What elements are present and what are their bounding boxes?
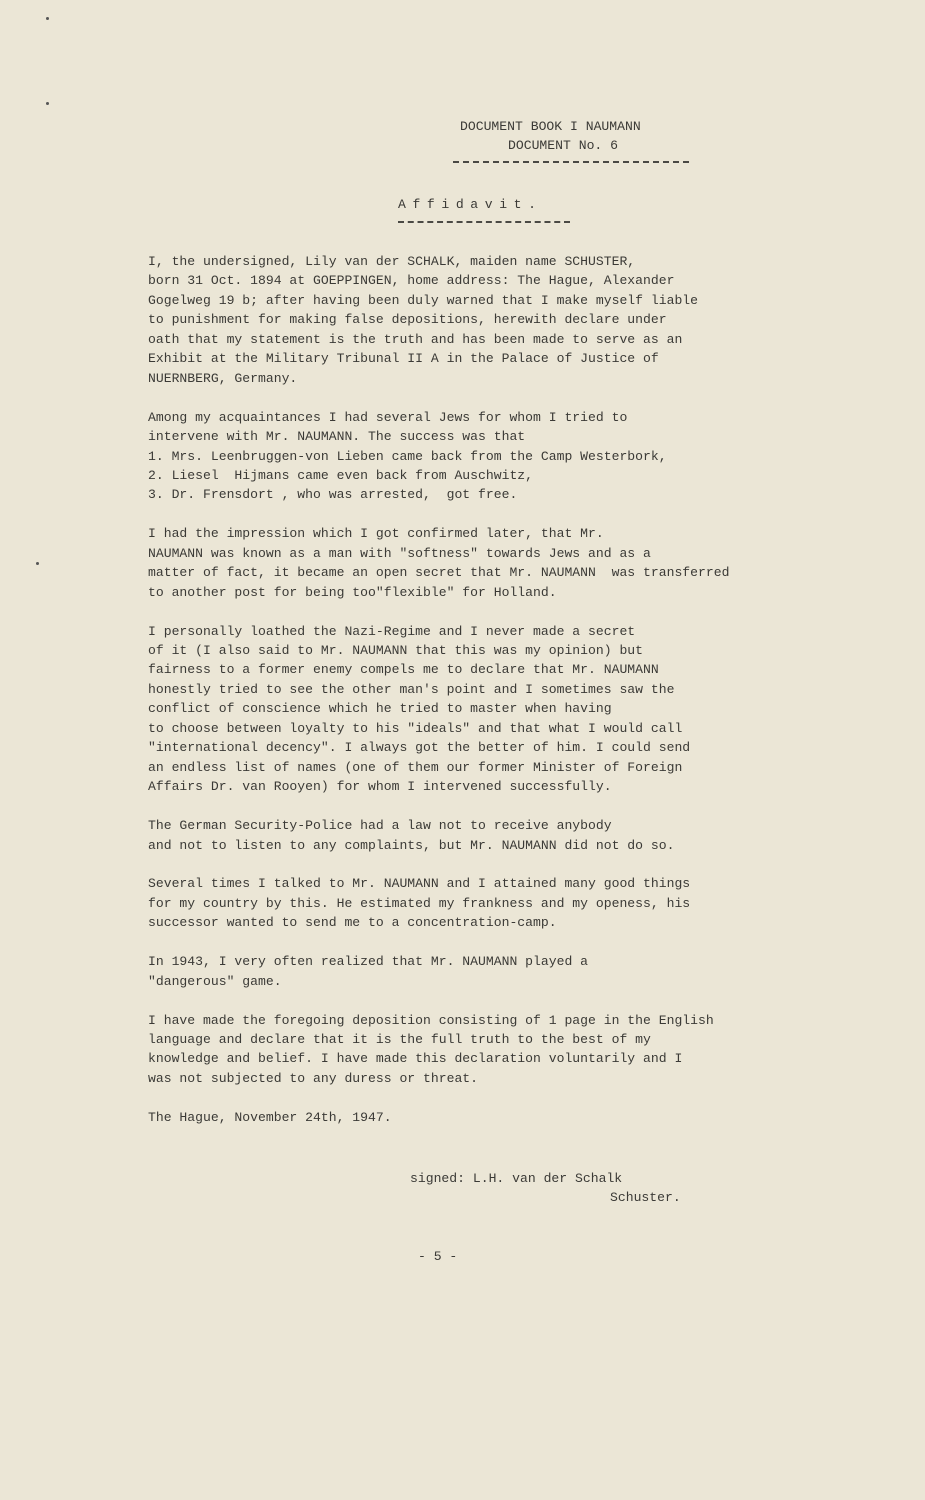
margin-speck	[46, 17, 49, 20]
document-number: DOCUMENT No. 6	[508, 138, 619, 153]
paragraph-oath: I have made the foregoing deposition consisting of 1 page in the English language and declare that it is the full truth to the best of my knowledge and belief. I have made this declaration voluntarily and I was not subjected to any duress or threat.	[148, 1012, 714, 1086]
margin-speck	[46, 102, 49, 105]
document-book-header: DOCUMENT BOOK I NAUMANN	[460, 119, 641, 134]
header-divider	[453, 161, 689, 163]
paragraph-personal-stance: I personally loathed the Nazi-Regime and I never made a secret of it (I also said to Mr. NAUMANN that this was my opinion) but fairness to a former enemy compels me to declare that Mr. NAUMANN honestly tried to see the other man's point and I sometimes saw the conflict of conscience which he tried to master when having to choose between loyalty to his "ideals" and that what I would call "international decency". I always got the better of him. I could send an endless list of names (one of them our former Minister of Foreign Affairs Dr. van Rooyen) for whom I intervened successfully.	[148, 623, 691, 795]
paragraph-conversations: Several times I talked to Mr. NAUMANN and I attained many good things for my country by this. He estimated my frankness and my openess, his successor wanted to send me to a concentration-camp.	[148, 876, 691, 931]
margin-speck	[36, 562, 39, 565]
signature-line: signed: L.H. van der Schalk	[410, 1171, 623, 1186]
paragraph-interventions: Among my acquaintances I had several Jews for whom I tried to intervene with Mr. NAUMANN. The success was that 1. Mrs. Leenbruggen-von Lieben came back from the Camp Westerbork, 2. Liesel Hijmans came even back from Auschwitz, 3. Dr. Frensdort , who was arrested, got free.	[148, 409, 667, 503]
paragraph-impression: I had the impression which I got confirmed later, that Mr. NAUMANN was known as a man with "softness" towards Jews and as a matter of fact, it became an open secret that Mr. NAUMANN was transferred to another post for being too"flexible" for Holland.	[148, 526, 730, 600]
affidavit-body	[148, 252, 729, 1147]
paragraph-declarant-identity: I, the undersigned, Lily van der SCHALK, maiden name SCHUSTER, born 31 Oct. 1894 at GOEPPINGEN, home address: The Hague, Alexander Gogelweg 19 b; after having been duly warned that I make myself liable to punishment for making false depositions, herewith declare under oath that my statement is the truth and has been made to serve as an Exhibit at the Military Tribunal II A in the Palace of Justice of NUERNBERG, Germany.	[148, 254, 699, 386]
paragraph-1943: In 1943, I very often realized that Mr. NAUMANN played a "dangerous" game.	[148, 954, 589, 989]
signature-maiden-name: Schuster.	[610, 1190, 681, 1205]
page-number: - 5 -	[418, 1249, 458, 1264]
title-underline	[398, 221, 570, 223]
place-and-date: The Hague, November 24th, 1947.	[148, 1109, 392, 1125]
affidavit-title: Affidavit.	[398, 197, 543, 212]
paragraph-security-police: The German Security-Police had a law not to receive anybody and not to listen to any complaints, but Mr. NAUMANN did not do so.	[148, 818, 675, 853]
